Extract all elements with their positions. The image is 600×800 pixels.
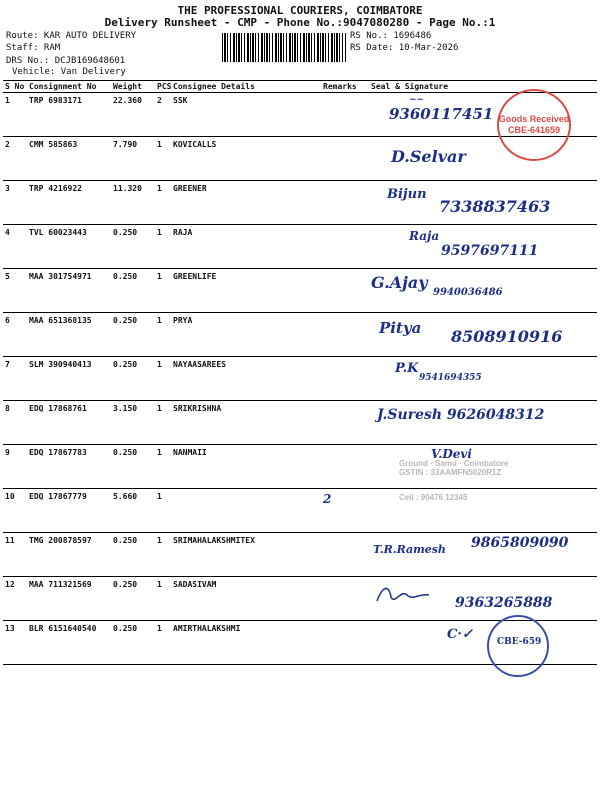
table-row [3, 489, 597, 533]
row-consignment: TRP 4216922 [27, 181, 111, 225]
row-remarks [321, 181, 369, 225]
table-row [3, 533, 597, 577]
row-consignment: TRP 6983171 [27, 93, 111, 137]
row-weight: 0.250 [111, 313, 155, 357]
signature-phone: 9541694355 [419, 373, 482, 383]
rs-number: RS No.: 1696486 [350, 31, 432, 41]
signature-text: V.Devi [431, 447, 472, 461]
row-signature [369, 225, 597, 269]
company-seal [487, 615, 549, 677]
row-consignee: SRIKRISHNA [171, 401, 321, 445]
signature-name: T.R.Ramesh [373, 543, 446, 556]
row-consignment: EDQ 17868761 [27, 401, 111, 445]
row-pcs: 2 [155, 93, 171, 137]
row-pcs: 1 [155, 181, 171, 225]
table-row [3, 357, 597, 401]
col-pcs: PCS [157, 82, 171, 91]
signature-scribble: C·✓ [447, 627, 473, 642]
row-sno: 5 [3, 269, 27, 313]
vehicle-label: Vehicle: Van Delivery [12, 67, 126, 77]
row-weight: 0.250 [111, 269, 155, 313]
row-signature [369, 533, 597, 577]
table-row [3, 313, 597, 357]
row-weight: 11.320 [111, 181, 155, 225]
row-weight: 0.250 [111, 445, 155, 489]
row-sno: 13 [3, 621, 27, 665]
faded-stamp: Ground · Samu · Coimbatore GSTIN : 33AAMFN5020R1Z [399, 459, 509, 477]
row-consignment: MAA 711321569 [27, 577, 111, 621]
row-pcs: 1 [155, 445, 171, 489]
row-sno: 3 [3, 181, 27, 225]
row-consignee: SRIMAHALAKSHMITEX [171, 533, 321, 577]
row-consignee: GREENER [171, 181, 321, 225]
row-consignment: TVL 60023443 [27, 225, 111, 269]
col-sno: S No [3, 81, 27, 93]
signature-text: J.Suresh 9626048312 [377, 407, 545, 423]
row-sno: 11 [3, 533, 27, 577]
signature-name: Raja [409, 229, 440, 243]
col-signature: Seal & Signature [369, 81, 597, 93]
row-remarks [321, 489, 369, 533]
row-remarks [321, 577, 369, 621]
col-weight: Weight [111, 81, 155, 93]
faded-stamp: Cell : 90476 12345 [399, 493, 468, 502]
row-sno: 4 [3, 225, 27, 269]
company-title: THE PROFESSIONAL COURIERS, COIMBATORE [177, 4, 423, 17]
row-consignment: MAA 651368135 [27, 313, 111, 357]
signature-scribble [373, 583, 433, 607]
row-sno: 9 [3, 445, 27, 489]
signature-phone: 8508910916 [451, 327, 563, 346]
row-remarks [321, 357, 369, 401]
table-row [3, 269, 597, 313]
row-remarks [321, 621, 369, 665]
row-sno: 10 [3, 489, 27, 533]
row-pcs: 1 [155, 313, 171, 357]
table-row [3, 401, 597, 445]
signature-phone: 9597697111 [441, 243, 539, 259]
row-sno: 7 [3, 357, 27, 401]
drs-number: DRS No.: DCJB169648601 [6, 56, 126, 66]
col-remarks: Remarks [321, 81, 369, 93]
signature-name: Bijun [387, 187, 427, 202]
row-signature [369, 489, 597, 533]
row-consignee: NANMAII [171, 445, 321, 489]
row-remarks [321, 93, 369, 137]
row-signature [369, 401, 597, 445]
row-signature [369, 181, 597, 225]
row-remarks [321, 533, 369, 577]
sheet-title: Delivery Runsheet - CMP - Phone No.:9047080280 - Page No.:1 [104, 16, 496, 29]
row-remarks [321, 445, 369, 489]
row-signature [369, 357, 597, 401]
table-row [3, 93, 597, 137]
stamp-text: Goods Received [498, 114, 570, 124]
runsheet-table [3, 80, 597, 665]
row-weight: 0.250 [111, 577, 155, 621]
row-sno: 2 [3, 137, 27, 181]
signature-text: D.Selvar [391, 147, 466, 166]
signature-scribble: ~~ [409, 95, 425, 105]
row-sno: 6 [3, 313, 27, 357]
signature-phone: 9940036486 [433, 287, 503, 298]
row-pcs: 1 [155, 577, 171, 621]
signature-phone: 7338837463 [439, 197, 551, 216]
row-pcs: 1 [155, 225, 171, 269]
table-row [3, 137, 597, 181]
row-remarks [321, 225, 369, 269]
row-pcs: 1 [155, 269, 171, 313]
row-consignee: SSK [171, 93, 321, 137]
row-consignment: CMM 585863 [27, 137, 111, 181]
signature-name: Pitya [379, 319, 422, 337]
row-consignee: GREENLIFE [171, 269, 321, 313]
row-weight: 0.250 [111, 533, 155, 577]
row-consignment: BLR 6151640540 [27, 621, 111, 665]
rs-date: RS Date: 10-Mar-2026 [350, 43, 459, 53]
row-pcs: 1 [155, 489, 171, 533]
row-signature [369, 269, 597, 313]
col-consignment: Consignment No [27, 81, 111, 93]
row-weight: 22.360 [111, 93, 155, 137]
row-signature [369, 137, 597, 181]
row-pcs: 1 [155, 137, 171, 181]
row-weight: 0.250 [111, 357, 155, 401]
row-pcs: 1 [155, 401, 171, 445]
table-row [3, 577, 597, 621]
row-pcs: 1 [155, 357, 171, 401]
table-row [3, 621, 597, 665]
row-consignment: SLM 390940413 [27, 357, 111, 401]
row-signature [369, 93, 597, 137]
row-consignee: RAJA [171, 225, 321, 269]
row-remarks [321, 313, 369, 357]
row-consignment: EDQ 17867783 [27, 445, 111, 489]
col-consignee: Consignee Details [171, 81, 321, 93]
row-consignee: KOVICALLS [171, 137, 321, 181]
row-consignee [171, 489, 321, 533]
row-consignee: SADASIVAM [171, 577, 321, 621]
row-sno: 8 [3, 401, 27, 445]
row-weight: 5.660 [111, 489, 155, 533]
row-remarks [321, 137, 369, 181]
row-consignee: NAYAASAREES [171, 357, 321, 401]
table-row [3, 181, 597, 225]
remark-mark: 2 [323, 492, 332, 506]
row-weight: 0.250 [111, 621, 155, 665]
row-signature [369, 577, 597, 621]
signature-text: 9360117451 [389, 105, 494, 123]
row-remarks [321, 269, 369, 313]
row-signature [369, 621, 597, 665]
barcode [222, 33, 346, 62]
row-weight: 0.250 [111, 225, 155, 269]
signature-phone: 9363265888 [455, 595, 553, 611]
row-pcs: 1 [155, 621, 171, 665]
row-sno: 12 [3, 577, 27, 621]
table-row [3, 445, 597, 489]
row-sno: 1 [3, 93, 27, 137]
row-signature [369, 313, 597, 357]
row-consignment: TMG 200878597 [27, 533, 111, 577]
row-weight: 7.790 [111, 137, 155, 181]
table-row [3, 225, 597, 269]
row-consignment: MAA 301754971 [27, 269, 111, 313]
row-pcs: 1 [155, 533, 171, 577]
row-consignment: EDQ 17867779 [27, 489, 111, 533]
signature-name: P.K [395, 361, 419, 376]
signature-phone: 9865809090 [471, 535, 569, 551]
table-header [3, 81, 597, 93]
seal-code: CBE-659 [497, 637, 542, 647]
row-weight: 3.150 [111, 401, 155, 445]
signature-name: G.Ajay [371, 273, 428, 292]
row-consignee: PRYA [171, 313, 321, 357]
row-remarks [321, 401, 369, 445]
row-signature [369, 445, 597, 489]
staff-label: Staff: RAM [6, 43, 61, 53]
route-label: Route: KAR AUTO DELIVERY [6, 31, 137, 41]
stamp-code: CBE-641659 [507, 125, 561, 135]
row-consignee: AMIRTHALAKSHMI [171, 621, 321, 665]
